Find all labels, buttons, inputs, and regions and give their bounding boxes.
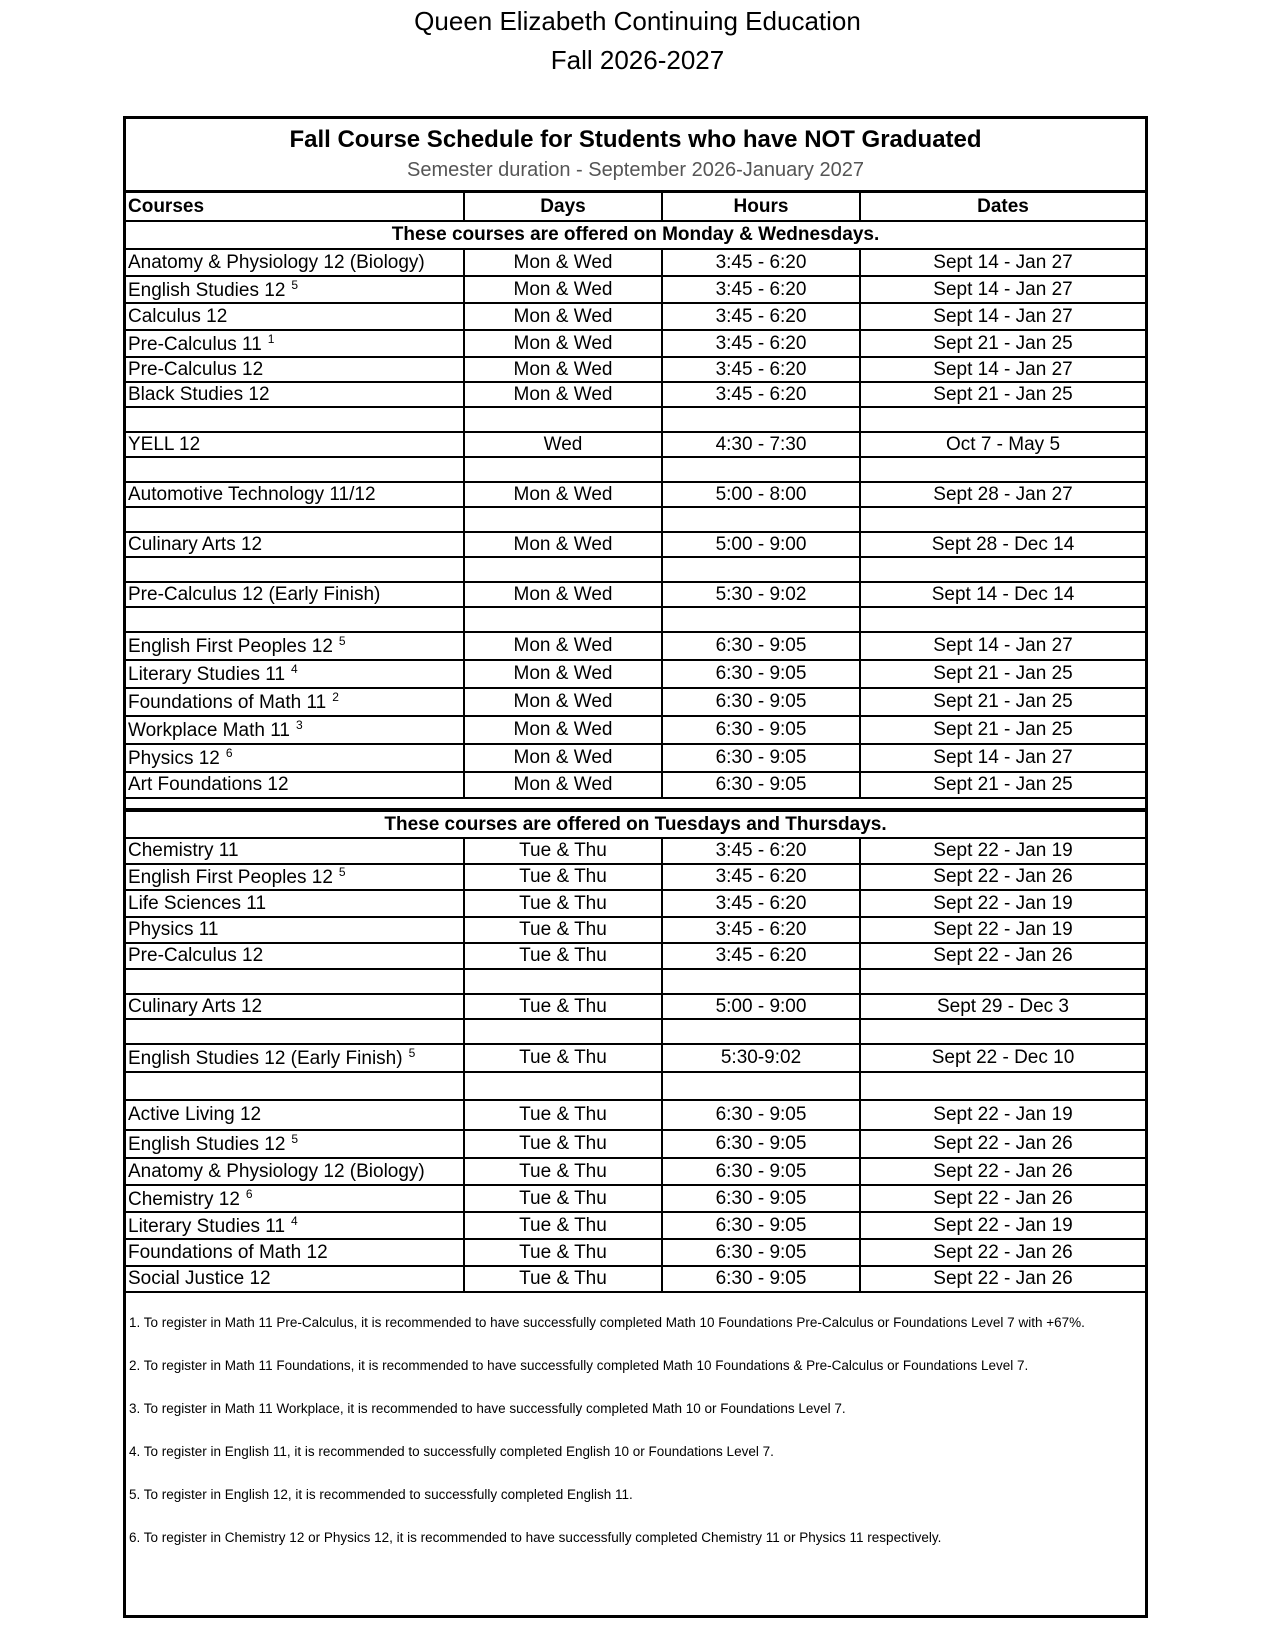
hours-cell: 4:30 - 7:30	[662, 432, 860, 457]
course-name: Pre-Calculus 12	[128, 945, 264, 966]
table-row	[126, 688, 1145, 716]
days-cell: Tue & Thu	[464, 1100, 662, 1130]
hours-cell: 3:45 - 6:20	[662, 357, 860, 382]
dates-cell: Sept 21 - Jan 25	[860, 330, 1145, 357]
hours-cell: 3:45 - 6:20	[662, 303, 860, 330]
hours-cell: 6:30 - 9:05	[662, 772, 860, 798]
days-cell: Tue & Thu	[464, 1266, 662, 1292]
hours-cell: 3:45 - 6:20	[662, 382, 860, 407]
course-cell	[126, 994, 464, 1019]
table-row	[126, 994, 1145, 1019]
empty-cell	[860, 1072, 1145, 1100]
days-cell: Tue & Thu	[464, 1212, 662, 1239]
dates-cell: Sept 14 - Dec 14	[860, 582, 1145, 607]
footnote-item: 1. To register in Math 11 Pre-Calculus, it is recommended to have successfully completed Math 10 Foundations Pre-Calculus or Foundations Level 7 with +67%.	[129, 1315, 1085, 1330]
course-name: YELL 12	[128, 433, 201, 455]
table-row	[126, 1212, 1145, 1239]
course-cell	[126, 432, 464, 457]
course-cell	[126, 890, 464, 917]
hours-cell: 6:30 - 9:05	[662, 688, 860, 716]
course-name: Social Justice 12	[128, 1268, 271, 1289]
table-row	[126, 432, 1145, 457]
table-row	[126, 864, 1145, 890]
days-cell: Mon & Wed	[464, 249, 662, 276]
dates-cell: Sept 22 - Jan 26	[860, 1266, 1145, 1292]
dates-cell: Sept 14 - Jan 27	[860, 249, 1145, 276]
hours-cell: 6:30 - 9:05	[662, 1266, 860, 1292]
hours-cell: 3:45 - 6:20	[662, 943, 860, 969]
empty-cell	[662, 1019, 860, 1044]
days-cell: Mon & Wed	[464, 482, 662, 507]
course-name: Physics 11	[128, 919, 219, 940]
course-cell	[126, 357, 464, 382]
footnote-item: 3. To register in Math 11 Workplace, it is recommended to have successfully completed Math 10 or Foundations Level 7.	[129, 1401, 846, 1416]
footnote-ref: 3	[295, 718, 303, 732]
table-row	[126, 772, 1145, 798]
footnote-item: 2. To register in Math 11 Foundations, it is recommended to have successfully completed Math 10 Foundations & Pre-Calculus or Foundations Level 7.	[129, 1358, 1029, 1373]
course-cell	[126, 1158, 464, 1185]
footnote-item: 4. To register in English 11, it is recommended to successfully completed English 10 or Foundations Level 7.	[129, 1444, 774, 1459]
dates-cell: Sept 14 - Jan 27	[860, 357, 1145, 382]
course-cell	[126, 532, 464, 557]
empty-cell	[126, 557, 464, 582]
dates-cell: Sept 22 - Jan 26	[860, 1239, 1145, 1266]
course-name: Culinary Arts 12	[128, 995, 263, 1017]
course-name: Anatomy & Physiology 12 (Biology)	[128, 1160, 425, 1182]
blank-row	[126, 457, 1145, 482]
course-cell	[126, 382, 464, 407]
empty-cell	[126, 1019, 464, 1044]
school-name: Queen Elizabeth Continuing Education	[414, 6, 861, 36]
hours-cell: 3:45 - 6:20	[662, 838, 860, 864]
course-cell	[126, 1044, 464, 1072]
course-name: Chemistry 11	[128, 840, 239, 861]
footnote-ref: 5	[408, 1046, 416, 1060]
blank-row	[126, 607, 1145, 632]
table-row	[126, 532, 1145, 557]
empty-cell	[860, 1019, 1145, 1044]
table-row	[126, 582, 1145, 607]
empty-cell	[464, 607, 662, 632]
course-name: Life Sciences 11	[128, 892, 267, 914]
course-cell	[126, 303, 464, 330]
dates-cell: Sept 22 - Jan 19	[860, 890, 1145, 917]
table-row	[126, 482, 1145, 507]
table-row	[126, 1100, 1145, 1130]
empty-cell	[464, 557, 662, 582]
dates-cell: Sept 28 - Dec 14	[860, 532, 1145, 557]
course-cell	[126, 482, 464, 507]
course-name: English Studies 12	[128, 1134, 286, 1155]
empty-cell	[126, 507, 464, 532]
footnote-ref: 4	[291, 662, 298, 676]
empty-cell	[464, 969, 662, 994]
dates-cell: Sept 28 - Jan 27	[860, 482, 1145, 507]
table-row	[126, 838, 1145, 864]
hours-cell: 5:00 - 9:00	[662, 994, 860, 1019]
table-row	[126, 716, 1145, 744]
course-cell	[126, 276, 464, 303]
days-cell: Mon & Wed	[464, 582, 662, 607]
table-row	[126, 1239, 1145, 1266]
hours-cell: 5:30 - 9:02	[662, 582, 860, 607]
course-cell	[126, 864, 464, 890]
course-name: Calculus 12	[128, 305, 228, 327]
footnote-item: 5. To register in English 12, it is recommended to successfully completed English 11.	[129, 1487, 633, 1502]
column-header-hours: Hours	[662, 193, 860, 221]
hours-cell: 3:45 - 6:20	[662, 249, 860, 276]
empty-cell	[662, 457, 860, 482]
dates-cell: Sept 21 - Jan 25	[860, 688, 1145, 716]
hours-cell: 3:45 - 6:20	[662, 890, 860, 917]
empty-cell	[662, 507, 860, 532]
course-name: Foundations of Math 11	[128, 692, 327, 713]
footnote-ref: 6	[225, 746, 233, 760]
section-heading-row	[126, 221, 1145, 249]
days-cell: Mon & Wed	[464, 276, 662, 303]
empty-cell	[860, 969, 1145, 994]
blank-row	[126, 507, 1145, 532]
hours-cell: 6:30 - 9:05	[662, 1212, 860, 1239]
table-row	[126, 917, 1145, 943]
dates-cell: Sept 14 - Jan 27	[860, 744, 1145, 772]
days-cell: Mon & Wed	[464, 688, 662, 716]
schedule-title: Fall Course Schedule for Students who have NOT Graduated	[289, 126, 982, 153]
days-cell: Mon & Wed	[464, 716, 662, 744]
days-cell: Mon & Wed	[464, 632, 662, 660]
dates-cell: Sept 22 - Jan 26	[860, 1158, 1145, 1185]
dates-cell: Sept 22 - Jan 19	[860, 1100, 1145, 1130]
course-name: Pre-Calculus 12 (Early Finish)	[128, 583, 381, 605]
days-cell: Mon & Wed	[464, 660, 662, 688]
dates-cell: Sept 22 - Jan 19	[860, 1212, 1145, 1239]
dates-cell: Sept 22 - Jan 26	[860, 1185, 1145, 1212]
dates-cell: Sept 22 - Jan 19	[860, 917, 1145, 943]
empty-cell	[860, 607, 1145, 632]
hours-cell: 5:00 - 8:00	[662, 482, 860, 507]
column-header-days: Days	[464, 193, 662, 221]
table-row	[126, 330, 1145, 357]
footnotes	[126, 1293, 1145, 1559]
footnote-ref: 5	[291, 1132, 299, 1146]
empty-cell	[860, 507, 1145, 532]
section-heading-row	[126, 810, 1145, 838]
course-cell	[126, 632, 464, 660]
empty-cell	[662, 557, 860, 582]
course-name: English First Peoples 12	[128, 867, 333, 888]
hours-cell: 5:30-9:02	[662, 1044, 860, 1072]
hours-cell: 6:30 - 9:05	[662, 632, 860, 660]
blank-row	[126, 1072, 1145, 1100]
empty-cell	[464, 1019, 662, 1044]
dates-cell: Sept 14 - Jan 27	[860, 303, 1145, 330]
dates-cell: Sept 21 - Jan 25	[860, 382, 1145, 407]
course-name: Pre-Calculus 12	[128, 358, 264, 380]
course-name: Chemistry 12	[128, 1188, 240, 1210]
table-row	[126, 744, 1145, 772]
course-name: Anatomy & Physiology 12 (Biology)	[128, 251, 425, 273]
course-name: Literary Studies 11	[128, 1215, 286, 1237]
days-cell: Tue & Thu	[464, 1158, 662, 1185]
course-cell	[126, 582, 464, 607]
empty-cell	[126, 457, 464, 482]
empty-cell	[860, 407, 1145, 432]
hours-cell: 3:45 - 6:20	[662, 864, 860, 890]
empty-cell	[126, 607, 464, 632]
days-cell: Tue & Thu	[464, 994, 662, 1019]
table-row	[126, 249, 1145, 276]
hours-cell: 3:45 - 6:20	[662, 276, 860, 303]
section-heading: These courses are offered on Monday & Wednesdays.	[126, 221, 1145, 249]
footnote-ref: 5	[338, 865, 346, 879]
blank-row	[126, 557, 1145, 582]
course-name: English First Peoples 12	[128, 636, 333, 657]
course-name: Automotive Technology 11/12	[128, 483, 376, 505]
dates-cell: Oct 7 - May 5	[860, 432, 1145, 457]
dates-cell: Sept 14 - Jan 27	[860, 632, 1145, 660]
dates-cell: Sept 22 - Jan 19	[860, 838, 1145, 864]
course-cell	[126, 330, 464, 357]
days-cell: Tue & Thu	[464, 864, 662, 890]
course-cell	[126, 1212, 464, 1239]
days-cell: Tue & Thu	[464, 1239, 662, 1266]
course-cell	[126, 838, 464, 864]
column-header-courses: Courses	[126, 193, 464, 221]
table-header-row	[126, 193, 1145, 221]
days-cell: Wed	[464, 432, 662, 457]
days-cell: Mon & Wed	[464, 330, 662, 357]
days-cell: Mon & Wed	[464, 532, 662, 557]
dates-cell: Sept 14 - Jan 27	[860, 276, 1145, 303]
empty-cell	[126, 1072, 464, 1100]
course-name: English Studies 12	[128, 279, 286, 301]
hours-cell: 6:30 - 9:05	[662, 1130, 860, 1158]
course-name: Literary Studies 11	[128, 664, 286, 685]
hours-cell: 6:30 - 9:05	[662, 716, 860, 744]
hours-cell: 6:30 - 9:05	[662, 660, 860, 688]
course-name: Physics 12	[128, 748, 220, 769]
empty-cell	[464, 1072, 662, 1100]
days-cell: Mon & Wed	[464, 382, 662, 407]
hours-cell: 6:30 - 9:05	[662, 1100, 860, 1130]
days-cell: Mon & Wed	[464, 744, 662, 772]
table-row	[126, 660, 1145, 688]
days-cell: Tue & Thu	[464, 1044, 662, 1072]
days-cell: Tue & Thu	[464, 917, 662, 943]
table-row	[126, 1044, 1145, 1072]
hours-cell: 6:30 - 9:05	[662, 744, 860, 772]
days-cell: Tue & Thu	[464, 943, 662, 969]
course-cell	[126, 744, 464, 772]
empty-cell	[126, 969, 464, 994]
hours-cell: 5:00 - 9:00	[662, 532, 860, 557]
course-cell	[126, 1266, 464, 1292]
course-cell	[126, 1185, 464, 1212]
hours-cell: 6:30 - 9:05	[662, 1158, 860, 1185]
dates-cell: Sept 22 - Jan 26	[860, 943, 1145, 969]
dates-cell: Sept 21 - Jan 25	[860, 772, 1145, 798]
course-cell	[126, 249, 464, 276]
course-name: Active Living 12	[128, 1104, 262, 1125]
footnote-ref: 5	[291, 277, 299, 292]
days-cell: Mon & Wed	[464, 357, 662, 382]
dates-cell: Sept 29 - Dec 3	[860, 994, 1145, 1019]
footnote-item: 6. To register in Chemistry 12 or Physics 12, it is recommended to have successfully completed Chemistry 11 or Physics 11 respectively.	[129, 1530, 942, 1545]
document-header	[0, 2, 1275, 80]
table-row	[126, 1185, 1145, 1212]
blank-row	[126, 407, 1145, 432]
dates-cell: Sept 22 - Jan 26	[860, 1130, 1145, 1158]
table-row	[126, 632, 1145, 660]
course-cell	[126, 943, 464, 969]
empty-cell	[860, 557, 1145, 582]
dates-cell: Sept 22 - Jan 26	[860, 864, 1145, 890]
course-cell	[126, 1130, 464, 1158]
schedule-subtitle: Semester duration - September 2026-January 2027	[407, 159, 864, 181]
table-row	[126, 1158, 1145, 1185]
course-name: Culinary Arts 12	[128, 533, 263, 555]
schedule-table	[126, 193, 1145, 1293]
course-cell	[126, 660, 464, 688]
days-cell: Tue & Thu	[464, 1130, 662, 1158]
empty-cell	[126, 407, 464, 432]
course-name: Foundations of Math 12	[128, 1241, 328, 1263]
course-cell	[126, 688, 464, 716]
section-spacer-row	[126, 798, 1145, 810]
empty-cell	[464, 457, 662, 482]
footnote-ref: 6	[245, 1186, 253, 1201]
empty-cell	[464, 407, 662, 432]
table-row	[126, 382, 1145, 407]
days-cell: Mon & Wed	[464, 303, 662, 330]
course-name: Black Studies 12	[128, 383, 270, 405]
table-row	[126, 943, 1145, 969]
empty-cell	[860, 457, 1145, 482]
footnote-ref: 5	[338, 634, 346, 648]
footnote-ref: 4	[291, 1213, 298, 1228]
empty-cell	[464, 507, 662, 532]
spacer-cell	[126, 798, 1145, 810]
column-header-dates: Dates	[860, 193, 1145, 221]
days-cell: Tue & Thu	[464, 890, 662, 917]
schedule-title-block	[126, 119, 1145, 193]
course-cell	[126, 1100, 464, 1130]
days-cell: Tue & Thu	[464, 838, 662, 864]
section-heading: These courses are offered on Tuesdays and Thursdays.	[126, 810, 1145, 838]
course-name: Art Foundations 12	[128, 774, 289, 795]
hours-cell: 6:30 - 9:05	[662, 1185, 860, 1212]
table-row	[126, 1130, 1145, 1158]
table-row	[126, 276, 1145, 303]
blank-row	[126, 969, 1145, 994]
course-cell	[126, 1239, 464, 1266]
empty-cell	[662, 1072, 860, 1100]
footnote-ref: 2	[332, 690, 339, 704]
course-cell	[126, 917, 464, 943]
footnote-ref: 1	[267, 331, 275, 346]
table-row	[126, 890, 1145, 917]
hours-cell: 6:30 - 9:05	[662, 1239, 860, 1266]
empty-cell	[662, 607, 860, 632]
table-row	[126, 1266, 1145, 1292]
hours-cell: 3:45 - 6:20	[662, 330, 860, 357]
hours-cell: 3:45 - 6:20	[662, 917, 860, 943]
course-name: English Studies 12 (Early Finish)	[128, 1048, 403, 1069]
days-cell: Mon & Wed	[464, 772, 662, 798]
table-row	[126, 357, 1145, 382]
blank-row	[126, 1019, 1145, 1044]
empty-cell	[662, 407, 860, 432]
dates-cell: Sept 22 - Dec 10	[860, 1044, 1145, 1072]
course-name: Pre-Calculus 11	[128, 333, 262, 355]
days-cell: Tue & Thu	[464, 1185, 662, 1212]
schedule-frame	[123, 116, 1148, 1618]
term-label: Fall 2026-2027	[550, 45, 725, 75]
course-cell	[126, 716, 464, 744]
empty-cell	[662, 969, 860, 994]
dates-cell: Sept 21 - Jan 25	[860, 660, 1145, 688]
course-name: Workplace Math 11	[128, 720, 290, 741]
course-cell	[126, 772, 464, 798]
table-row	[126, 303, 1145, 330]
dates-cell: Sept 21 - Jan 25	[860, 716, 1145, 744]
